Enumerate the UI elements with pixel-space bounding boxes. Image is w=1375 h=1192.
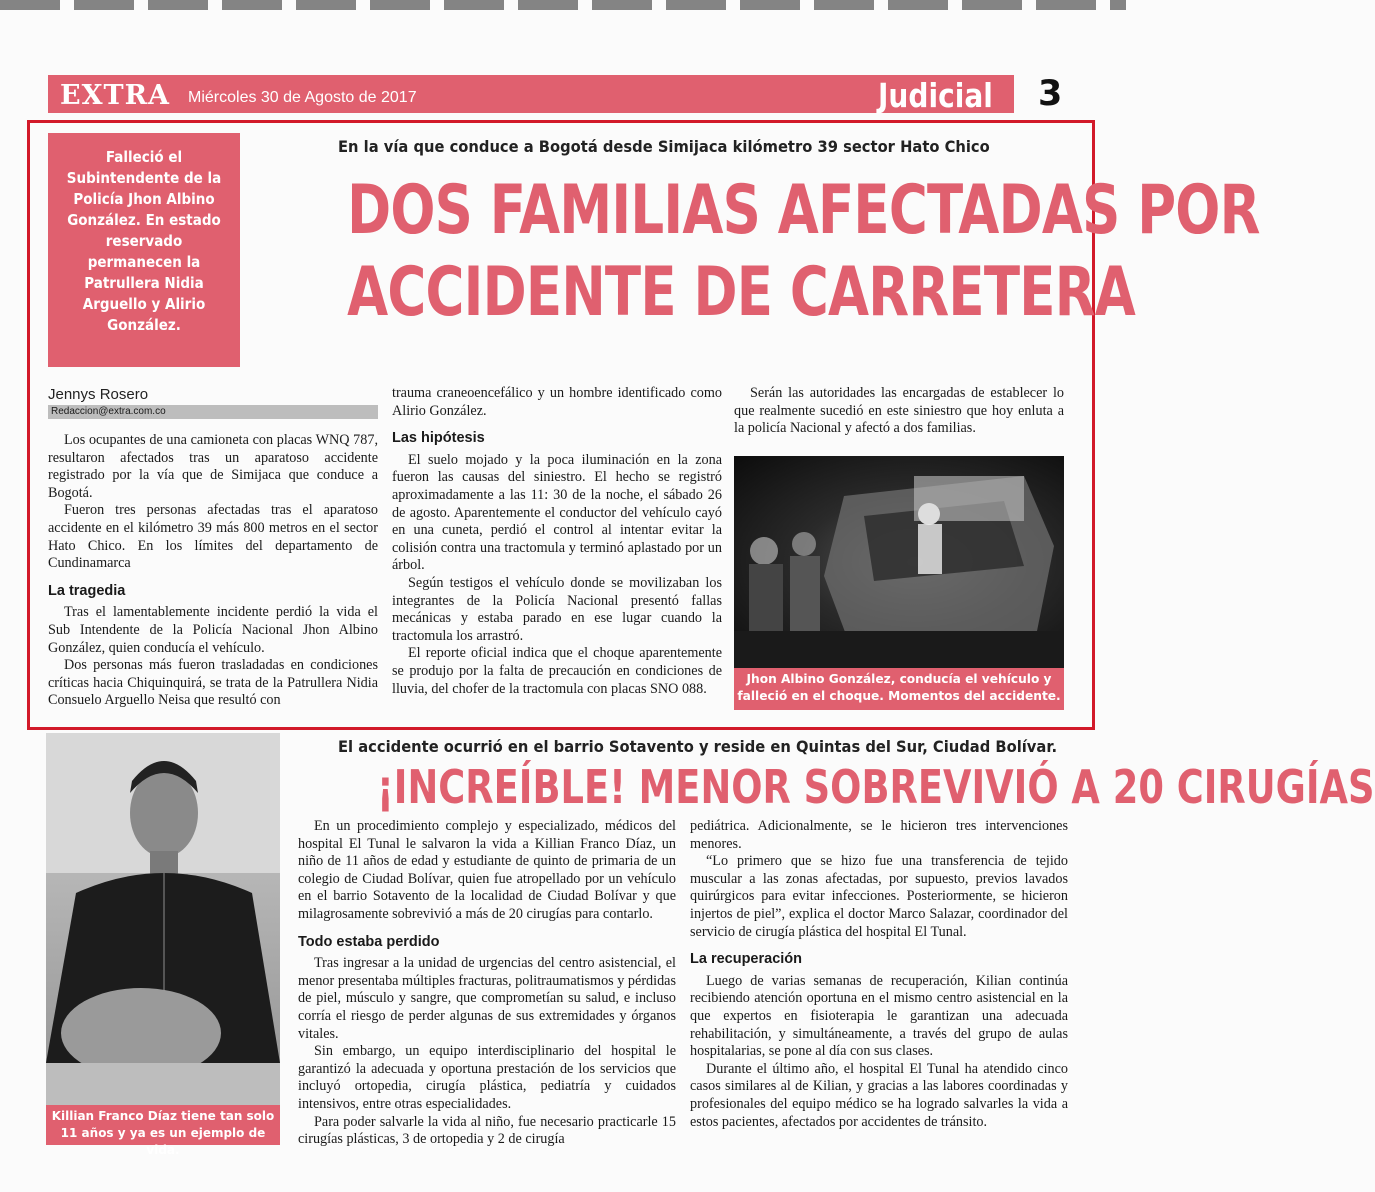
newspaper-logo: EXTRA [60,80,171,111]
subheading-hipotesis: Las hipótesis [392,430,485,447]
paragraph: El suelo mojado y la poca iluminación en la zona fueron las causas del siniestro. El hecho se registró aproximadamente a las 11: 30 de la noche, el sábado 26 de agosto. Aparentemente el conductor del vehículo cayó en una cuneta, perdió el control al intentar evitar la colisión contra una tractomula y terminó aplastado por un árbol. [392,451,722,574]
paragraph: Dos personas más fueron trasladadas en condiciones críticas hacia Chiquinquirá, se trata de la Patrullera Nidia Consuelo Arguello Neisa que resultó con [48,657,378,709]
paragraph: “Lo primero que se hizo fue una transferencia de tejido muscular a las zonas afectadas, por supuesto, previos lavados quirúrgicos para evitar infecciones. Posteriormente, se hicieron injertos de piel”, explica el doctor Marco Salazar, coordinador del servicio de cirugía plástica del hospital El Tunal. [690,853,1068,940]
subheading-tragedia: La tragedia [48,582,126,599]
article2-headline [300,760,1375,814]
previous-page-strip [0,0,1126,10]
article1-headline-line2: ACCIDENTE DE CARRETERA [347,253,1136,332]
publication-date: Miércoles 30 de Agosto de 2017 [188,89,417,106]
article2-column-2 [690,818,1068,1131]
accident-photo-caption: Jhon Albino González, conducía el vehículo y falleció en el choque. Momentos del accidente. [734,668,1064,710]
paragraph: Tras ingresar a la unidad de urgencias del centro asistencial, el menor presentaba múltiples fracturas, politraumatismos y pérdidas de piel, músculo y sangre, que comprometían su salud, e incluso corría el riesgo de perder algunas de sus extremidades y órganos vitales. [298,955,676,1042]
article2-headline-text: ¡INCREÍBLE! MENOR SOBREVIVIÓ A 20 CIRUGÍAS [377,760,1375,814]
subheading-todo-perdido: Todo estaba perdido [298,933,440,950]
article1-kicker: En la vía que conduce a Bogotá desde Simijaca kilómetro 39 sector Hato Chico [338,137,990,156]
accident-photo [734,456,1064,668]
child-photo-caption: Killian Franco Díaz tiene tan solo 11 años y ya es un ejemplo de vida. [46,1105,280,1145]
article1-column-1 [48,432,378,710]
child-photo [46,733,280,1145]
paragraph: pediátrica. Adicionalmente, se le hicieron tres intervenciones menores. [690,818,1068,852]
article1-column-2 [392,385,722,698]
article1-headline-line1: DOS FAMILIAS AFECTADAS POR [347,171,1260,250]
article1-column-3 [734,385,1064,438]
paragraph: Durante el último año, el hospital El Tunal ha atendido cinco casos similares al de Kilian, y gracias a las labores coordinadas y profesionales del equipo médico se ha logrado salvarles la vida a estos pacientes, afectados por accidentes de tránsito. [690,1060,1068,1130]
paragraph: En un procedimiento complejo y especializado, médicos del hospital El Tunal le salvaron la vida a Killian Franco Díaz, un niño de 11 años de edad y estudiante de quinto de primaria de un colegio de Ciudad Bolívar, quien fue atropellado por un vehículo en el barrio Sotavento de la localidad de Ciudad Bolívar y que milagrosamente sobrevivió a más de 20 cirugías para contarlo. [298,818,676,922]
paragraph: Tras el lamentablemente incidente perdió la vida el Sub Intendente de la Policía Nacional Jhon Albino González, quien conducía el vehículo. [48,604,378,656]
paragraph: Según testigos el vehículo donde se movilizaban los integrantes de la Policía Nacional presentó fallas mecánicas y estaba parado en ese lugar cuando la tractomula los arrastró. [392,574,722,644]
accident-photo-illustration [734,456,1064,668]
paragraph: Fueron tres personas afectadas tras el aparatoso accidente en el kilómetro 39 más 800 metros en el sector Hato Chico. En los límites del departamento de Cundinamarca [48,502,378,572]
article1-headline [258,170,1260,334]
paragraph: Sin embargo, un equipo interdisciplinario del hospital le garantizó la adecuada y oportuna prestación de los servicios que incluyó ortopedia, cirugía plástica, pediatría y cuidados intensivos, entre otras especialidades. [298,1043,676,1112]
subheading-recuperacion: La recuperación [690,951,803,968]
paragraph: El reporte oficial indica que el choque aparentemente se produjo por la falta de precaución en condiciones de lluvia, del chofer de la tractomula con placas SNO 088. [392,645,722,697]
paragraph: Los ocupantes de una camioneta con placas WNQ 787, resultaron afectados tras un aparatoso accidente registrado por la vía que de Simijaca que conduce a Bogotá. [48,432,378,501]
article1-sidebar: Falleció el Subintendente de la Policía Jhon Albino González. En estado reservado permanecen la Patrullera Nidia Arguello y Alirio González. [48,133,240,367]
paragraph: Para poder salvarle la vida al niño, fue necesario practicarle 15 cirugías plásticas, 3 de ortopedia y 2 de cirugía [298,1113,676,1148]
article1-author: Jennys Rosero [48,386,149,403]
article1-email: Redaccion@extra.com.co [48,405,378,419]
page-number: 3 [1038,74,1063,114]
section-title: Judicial [878,76,993,115]
paragraph: Serán las autoridades las encargadas de establecer lo que realmente sucedió en este siniestro que hoy enluta a la policía Nacional y afectó a dos familias. [734,385,1064,437]
paragraph: Luego de varias semanas de recuperación, Kilian continúa recibiendo atención oportuna en el mismo centro asistencial en la que expertos en fisioterapia le garantizan una adecuada rehabilitación, y simultáneamente, a través del grupo de aulas hospitalarias, se pone al día con sus clases. [690,972,1068,1060]
child-photo-illustration [46,733,280,1145]
article2-kicker: El accidente ocurrió en el barrio Sotavento y reside en Quintas del Sur, Ciudad Bolívar. [338,737,1058,756]
paragraph: trauma craneoencefálico y un hombre identificado como Alirio González. [392,385,722,419]
article2-column-1 [298,818,676,1149]
